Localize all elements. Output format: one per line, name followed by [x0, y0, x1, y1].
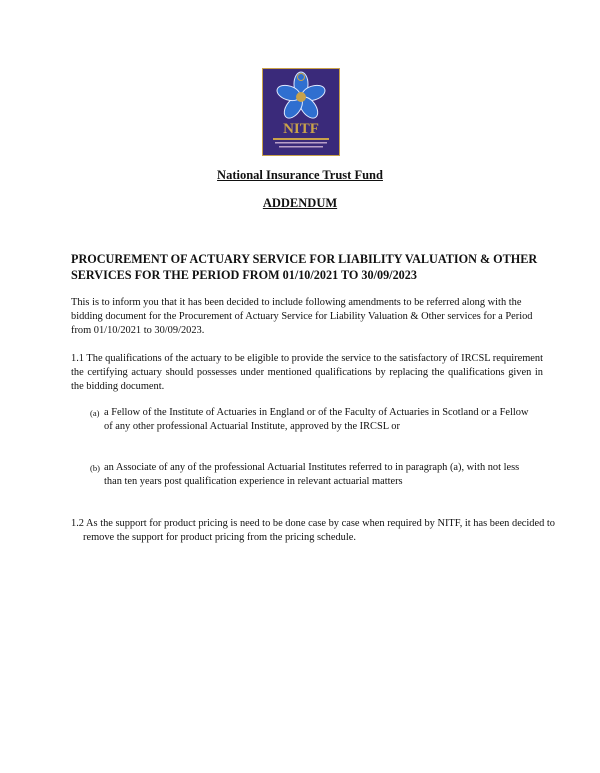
item-marker: (a) [90, 408, 100, 418]
nitf-logo [262, 68, 340, 156]
section-1-2-paragraph: 1.2 As the support for product pricing is need to be done case by case when required by NITF, it has been decided to remove the support for product pricing from the pricing schedule. [71, 518, 555, 543]
intro-paragraph: This is to inform you that it has been decided to include following amendments to be referred along with the bidding document for the Procurement of Actuary Service for Liability Valuation & Other services for a Period from 01/10/2021 to 30/09/2023. [71, 297, 533, 336]
qualification-item-b [90, 461, 530, 489]
document-title: ADDENDUM [262, 196, 338, 210]
item-text: a Fellow of the Institute of Actuaries in England or of the Faculty of Actuaries in Scotland or a Fellow of any other professional Actuarial Institute, approved by the IRCSL or [104, 407, 529, 432]
item-marker: (b) [90, 463, 100, 473]
item-text: an Associate of any of the professional Actuarial Institutes referred to in paragraph (a), with not less than ten years post qualification experience in relevant actuarial matters [104, 462, 520, 487]
section-1-1-paragraph: 1.1 The qualifications of the actuary to be eligible to provide the service to the satisfactory of IRCSL requirement the certifying actuary should possesses under mentioned qualifications by replacing the qualifications given in the bidding document. [71, 353, 543, 392]
procurement-heading: PROCUREMENT OF ACTUARY SERVICE FOR LIABILITY VALUATION & OTHER SERVICES FOR THE PERIOD FROM 01/10/2021 TO 30/09/2023 [71, 252, 538, 282]
organization-title: National Insurance Trust Fund [217, 168, 383, 182]
qualification-item-a [90, 406, 530, 434]
nitf-flower-logo-icon [263, 69, 339, 155]
svg-text:NITF: NITF [283, 121, 319, 137]
